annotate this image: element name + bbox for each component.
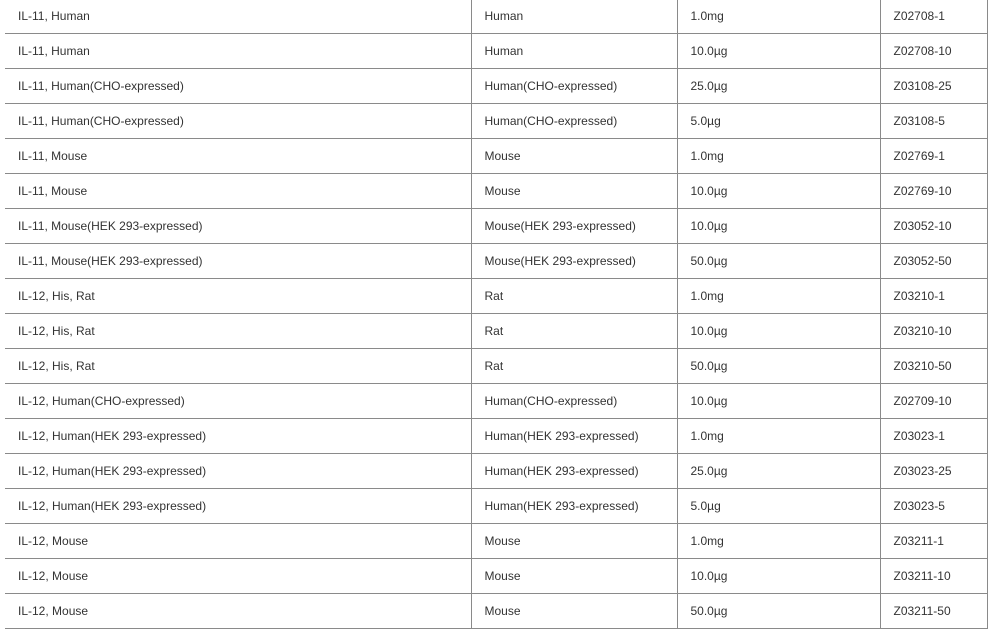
species-cell: Human [471,0,677,34]
species-cell: Mouse [471,524,677,559]
species-cell: Human(HEK 293-expressed) [471,419,677,454]
size-cell: 10.0µg [677,34,880,69]
size-cell: 1.0mg [677,139,880,174]
catalog-number-cell: Z03023-25 [880,454,987,489]
species-cell: Mouse [471,174,677,209]
product-table [5,0,988,629]
table-row [5,279,987,314]
size-cell: 10.0µg [677,209,880,244]
catalog-number-cell: Z03023-5 [880,489,987,524]
table-row [5,384,987,419]
size-cell: 1.0mg [677,524,880,559]
product-name-cell: IL-12, Mouse [5,524,471,559]
size-cell: 1.0mg [677,419,880,454]
size-cell: 1.0mg [677,0,880,34]
catalog-number-cell: Z03108-5 [880,104,987,139]
size-cell: 10.0µg [677,559,880,594]
product-name-cell: IL-12, His, Rat [5,349,471,384]
product-name-cell: IL-11, Human(CHO-expressed) [5,104,471,139]
table-row [5,559,987,594]
product-name-cell: IL-12, Human(CHO-expressed) [5,384,471,419]
table-row [5,139,987,174]
catalog-number-cell: Z02709-10 [880,384,987,419]
product-name-cell: IL-12, Mouse [5,594,471,629]
catalog-number-cell: Z03210-50 [880,349,987,384]
species-cell: Human(CHO-expressed) [471,69,677,104]
product-name-cell: IL-11, Mouse [5,174,471,209]
table-row [5,209,987,244]
size-cell: 10.0µg [677,384,880,419]
product-name-cell: IL-12, His, Rat [5,279,471,314]
species-cell: Human(HEK 293-expressed) [471,454,677,489]
product-name-cell: IL-11, Mouse(HEK 293-expressed) [5,209,471,244]
species-cell: Rat [471,349,677,384]
species-cell: Mouse [471,594,677,629]
catalog-number-cell: Z02708-10 [880,34,987,69]
species-cell: Human(CHO-expressed) [471,104,677,139]
product-name-cell: IL-11, Mouse(HEK 293-expressed) [5,244,471,279]
catalog-number-cell: Z02769-1 [880,139,987,174]
table-row [5,524,987,559]
table-row [5,594,987,629]
catalog-number-cell: Z03052-10 [880,209,987,244]
table-row [5,174,987,209]
size-cell: 1.0mg [677,279,880,314]
size-cell: 5.0µg [677,104,880,139]
table-row [5,0,987,34]
species-cell: Mouse(HEK 293-expressed) [471,244,677,279]
table-row [5,349,987,384]
species-cell: Rat [471,314,677,349]
species-cell: Human(HEK 293-expressed) [471,489,677,524]
size-cell: 25.0µg [677,69,880,104]
table-row [5,419,987,454]
product-name-cell: IL-12, Human(HEK 293-expressed) [5,454,471,489]
size-cell: 50.0µg [677,594,880,629]
size-cell: 50.0µg [677,349,880,384]
product-name-cell: IL-12, Mouse [5,559,471,594]
species-cell: Rat [471,279,677,314]
species-cell: Human(CHO-expressed) [471,384,677,419]
catalog-number-cell: Z02769-10 [880,174,987,209]
catalog-number-cell: Z03211-50 [880,594,987,629]
size-cell: 10.0µg [677,174,880,209]
table-row [5,104,987,139]
product-name-cell: IL-11, Mouse [5,139,471,174]
species-cell: Mouse(HEK 293-expressed) [471,209,677,244]
size-cell: 5.0µg [677,489,880,524]
catalog-number-cell: Z03211-1 [880,524,987,559]
catalog-number-cell: Z02708-1 [880,0,987,34]
table-body [5,0,987,629]
table-row [5,454,987,489]
species-cell: Human [471,34,677,69]
species-cell: Mouse [471,559,677,594]
catalog-number-cell: Z03023-1 [880,419,987,454]
product-name-cell: IL-12, His, Rat [5,314,471,349]
product-name-cell: IL-11, Human(CHO-expressed) [5,69,471,104]
size-cell: 50.0µg [677,244,880,279]
size-cell: 25.0µg [677,454,880,489]
catalog-number-cell: Z03210-1 [880,279,987,314]
product-name-cell: IL-11, Human [5,0,471,34]
species-cell: Mouse [471,139,677,174]
table-row [5,489,987,524]
table-row [5,244,987,279]
table-row [5,69,987,104]
catalog-number-cell: Z03210-10 [880,314,987,349]
product-name-cell: IL-11, Human [5,34,471,69]
catalog-number-cell: Z03211-10 [880,559,987,594]
table-row [5,314,987,349]
catalog-number-cell: Z03052-50 [880,244,987,279]
table-row [5,34,987,69]
size-cell: 10.0µg [677,314,880,349]
product-name-cell: IL-12, Human(HEK 293-expressed) [5,489,471,524]
catalog-number-cell: Z03108-25 [880,69,987,104]
product-name-cell: IL-12, Human(HEK 293-expressed) [5,419,471,454]
